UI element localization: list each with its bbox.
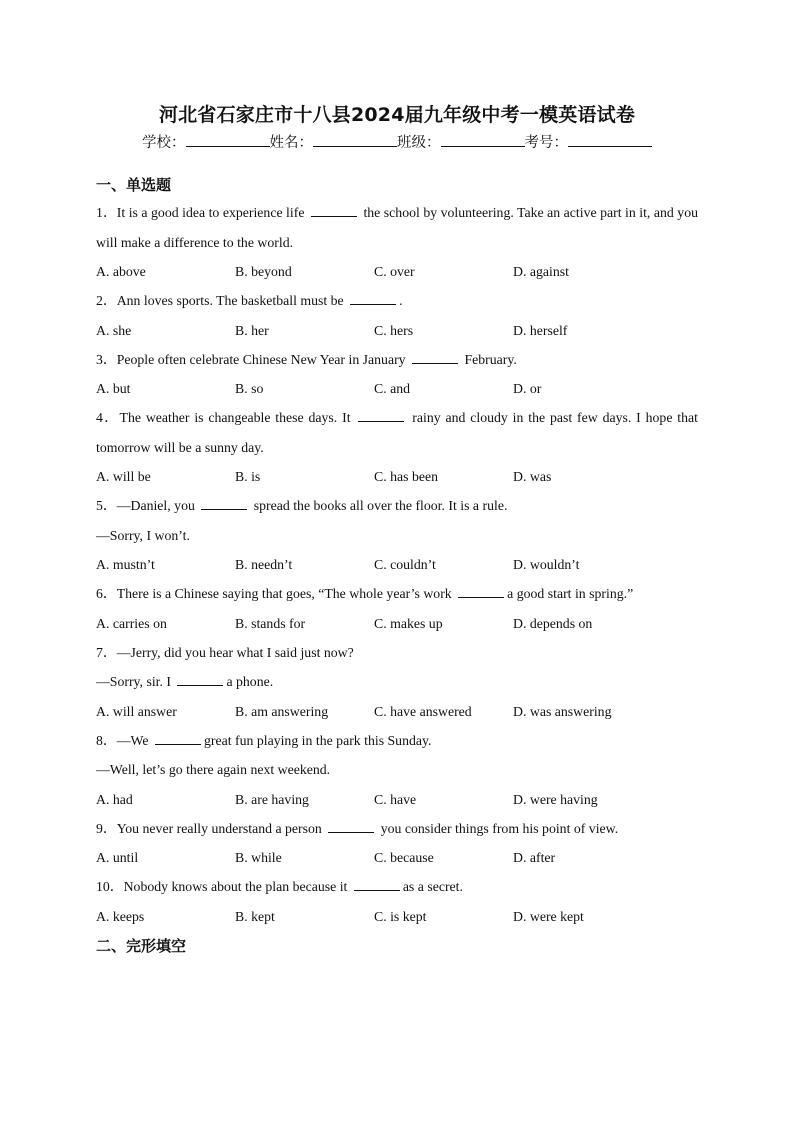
stem-text: —Sorry, sir. I	[96, 674, 175, 689]
class-blank[interactable]	[441, 134, 525, 147]
answer-blank	[311, 204, 357, 217]
question-2	[96, 286, 698, 345]
option-b[interactable]: B. beyond	[235, 264, 292, 279]
option-b[interactable]: B. so	[235, 381, 264, 396]
option-d[interactable]: D. wouldn’t	[513, 557, 580, 572]
option-d[interactable]: D. were kept	[513, 908, 584, 924]
name-label: 姓名：	[269, 135, 313, 151]
option-c[interactable]: C. have answered	[374, 703, 472, 719]
options-row	[96, 697, 698, 726]
option-b[interactable]: B. are having	[235, 791, 309, 807]
option-a[interactable]: A. until	[96, 850, 139, 865]
option-a[interactable]: A. will answer	[96, 703, 177, 719]
answer-blank	[328, 820, 374, 833]
option-a[interactable]: A. she	[96, 322, 132, 338]
option-c[interactable]: C. over	[374, 264, 415, 279]
option-c[interactable]: C. because	[374, 850, 434, 865]
option-c[interactable]: C. makes up	[374, 615, 443, 631]
options-row	[96, 316, 698, 345]
stem-text: 1．It is a good idea to experience life	[96, 205, 308, 220]
name-blank[interactable]	[313, 134, 397, 147]
answer-blank	[177, 673, 223, 686]
question-stem	[96, 814, 698, 844]
school-label: 学校：	[142, 135, 186, 151]
stem-text: rainy and cloudy in the past few days. I hope that tomorrow will be a sunny day.	[96, 410, 698, 455]
stem-text: 4．The weather is changeable these days. It	[96, 410, 356, 425]
dialogue-reply: —Well, let’s go there again next weekend.	[96, 762, 331, 777]
stem-text: .	[399, 293, 403, 308]
stem-text: 6．There is a Chinese saying that goes, “The whole year’s work	[96, 586, 456, 601]
stem-text: 8．—We	[96, 732, 152, 748]
option-d[interactable]: D. were having	[513, 791, 598, 807]
stem-text: great fun playing in the park this Sunday.	[203, 732, 432, 748]
stem-text: February.	[461, 351, 517, 367]
stem-text: as a secret.	[402, 879, 463, 894]
section-heading-cloze: 二、完形填空	[96, 936, 187, 955]
option-d[interactable]: D. against	[513, 264, 569, 279]
question-stem	[96, 198, 698, 257]
stem-text: 9．You never really understand a person	[96, 820, 326, 836]
option-a[interactable]: A. carries on	[96, 615, 167, 631]
answer-blank	[201, 497, 247, 510]
option-c[interactable]: C. have	[374, 791, 417, 807]
stem-text: you consider things from his point of view.	[377, 820, 619, 836]
option-c[interactable]: C. has been	[374, 469, 438, 484]
option-c[interactable]: C. couldn’t	[374, 557, 436, 572]
exam-number-label: 考号：	[524, 135, 568, 151]
exam-title: 河北省石家庄市十八县2024届九年级中考一模英语试卷	[158, 104, 636, 126]
dialogue-reply	[96, 667, 698, 697]
stem-text: a good start in spring.”	[507, 586, 634, 601]
student-info-line	[86, 130, 708, 156]
question-stem	[96, 726, 698, 756]
option-a[interactable]: A. keeps	[96, 908, 145, 924]
exam-number-blank[interactable]	[568, 134, 652, 147]
options-row	[96, 550, 698, 579]
section-heading-single-choice: 一、单选题	[96, 176, 172, 194]
option-b[interactable]: B. stands for	[235, 615, 306, 631]
question-10	[96, 872, 698, 931]
stem-text: a phone.	[226, 674, 274, 689]
question-stem	[96, 286, 698, 316]
option-c[interactable]: C. is kept	[374, 908, 427, 924]
school-blank[interactable]	[186, 134, 270, 147]
exam-page	[96, 100, 698, 959]
question-7	[96, 638, 698, 726]
option-b[interactable]: B. needn’t	[235, 557, 293, 572]
options-row	[96, 462, 698, 491]
stem-text: 3．People often celebrate Chinese New Year in January	[96, 351, 410, 367]
question-stem	[96, 579, 698, 609]
option-c[interactable]: C. hers	[374, 322, 414, 338]
option-a[interactable]: A. mustn’t	[96, 557, 155, 572]
option-b[interactable]: B. am answering	[235, 703, 329, 719]
option-b[interactable]: B. kept	[235, 908, 275, 924]
option-a[interactable]: A. had	[96, 791, 133, 807]
option-a[interactable]: A. will be	[96, 469, 151, 484]
options-row	[96, 902, 698, 931]
question-1	[96, 198, 698, 286]
class-label: 班级：	[397, 135, 441, 151]
answer-blank	[458, 585, 504, 598]
stem-text: 10．Nobody knows about the plan because it	[96, 879, 351, 894]
question-stem	[96, 345, 698, 375]
question-5	[96, 491, 698, 579]
stem-text: 5．—Daniel, you	[96, 498, 199, 513]
question-stem	[96, 403, 698, 462]
option-a[interactable]: A. but	[96, 381, 131, 396]
option-d[interactable]: D. depends on	[513, 615, 593, 631]
option-d[interactable]: D. after	[513, 850, 556, 865]
question-4	[96, 403, 698, 491]
stem-text: 2．Ann loves sports. The basketball must be	[96, 293, 348, 308]
question-stem	[96, 491, 698, 521]
options-row	[96, 843, 698, 872]
option-d[interactable]: D. or	[513, 381, 542, 396]
option-b[interactable]: B. her	[235, 322, 269, 338]
question-9	[96, 814, 698, 873]
stem-text: the school by volunteering. Take an active part in it, and you will make a difference to the world.	[96, 205, 698, 250]
option-b[interactable]: B. is	[235, 469, 261, 484]
option-d[interactable]: D. was	[513, 469, 552, 484]
dialogue-reply: —Sorry, I won’t.	[96, 527, 190, 543]
answer-blank	[412, 351, 458, 364]
answer-blank	[354, 878, 400, 891]
question-8	[96, 726, 698, 814]
options-row	[96, 609, 698, 638]
question-stem: 7．—Jerry, did you hear what I said just now?	[96, 644, 354, 660]
question-stem	[96, 872, 698, 902]
option-d[interactable]: D. was answering	[513, 703, 612, 719]
answer-blank	[358, 409, 404, 422]
answer-blank	[155, 732, 201, 745]
question-6	[96, 579, 698, 638]
option-d[interactable]: D. herself	[513, 322, 568, 338]
options-row	[96, 785, 698, 814]
options-row	[96, 257, 698, 286]
options-row	[96, 374, 698, 403]
option-a[interactable]: A. above	[96, 264, 146, 279]
question-3	[96, 345, 698, 404]
option-c[interactable]: C. and	[374, 381, 411, 396]
stem-text: spread the books all over the floor. It is a rule.	[250, 498, 508, 513]
option-b[interactable]: B. while	[235, 850, 282, 865]
answer-blank	[350, 292, 396, 305]
